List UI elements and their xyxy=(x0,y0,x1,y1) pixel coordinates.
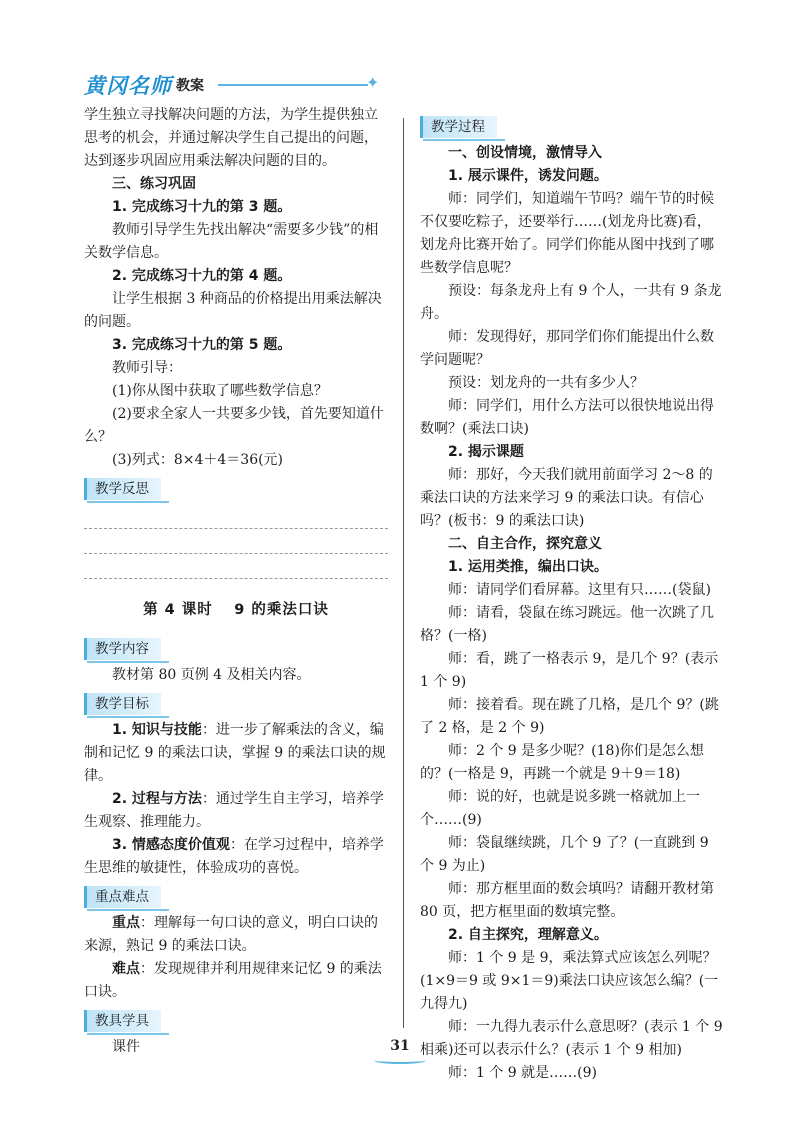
page-number-underline xyxy=(374,1057,426,1064)
paragraph: 师：2 个 9 是多少呢？(18)你们是怎么想的？(一格是 9，再跳一个就是 9＋9＝18) xyxy=(420,743,704,782)
paragraph: 师：1 个 9 就是……(9) xyxy=(448,1065,597,1081)
step-title: 2. 自主探究，理解意义。 xyxy=(448,927,608,943)
step-title: 1. 展示课件，诱发问题。 xyxy=(448,168,608,184)
paragraph: 师：那好，今天我们就用前面学习 2～8 的乘法口诀的方法来学习 9 的乘法口诀。有信心吗？(板书：9 的乘法口诀) xyxy=(420,467,713,529)
paragraph: 让学生根据 3 种商品的价格提出用乘法解决的问题。 xyxy=(84,291,382,330)
tag-reflection: 教学反思 xyxy=(84,478,161,500)
lesson-title: 第 4 课时 9 的乘法口诀 xyxy=(143,602,329,618)
page-number: 31 xyxy=(390,1038,410,1054)
paragraph: (2)要求全家人一共要多少钱，首先要知道什么？ xyxy=(84,406,384,445)
section-heading: 三、练习巩固 xyxy=(112,176,196,192)
left-column xyxy=(84,104,388,1059)
paragraph: 师：同学们，用什么方法可以很快地说出得数啊？(乘法口诀) xyxy=(420,398,714,437)
writing-line xyxy=(84,528,388,529)
paragraph: (3)列式：8×4＋4＝36(元) xyxy=(112,452,284,468)
difficulty-point: 难点：发现规律并利用规律来记忆 9 的乘法口诀。 xyxy=(84,961,382,1000)
right-column xyxy=(420,116,724,1085)
paragraph: 师：请同学们看屏幕。这里有只……(袋鼠) xyxy=(448,582,711,598)
paragraph: 学生独立寻找解决问题的方法，为学生提供独立思考的机会，并通过解决学生自己提出的问题，达到逐步巩固应用乘法解决问题的目的。 xyxy=(84,107,378,169)
paragraph: 预设：每条龙舟上有 9 个人，一共有 9 条龙舟。 xyxy=(420,283,722,322)
goal-item: 1. 知识与技能：进一步了解乘法的含义，编制和记忆 9 的乘法口诀，掌握 9 的乘法口诀的规律。 xyxy=(84,722,386,784)
paragraph: 师：说的好，也就是说多跳一格就加上一个……(9) xyxy=(420,789,700,828)
tag-key-points: 重点难点 xyxy=(84,886,161,908)
paragraph: 师：接着看。现在跳了几格，是几个 9？(跳了 2 格，是 2 个 9) xyxy=(420,697,719,736)
paragraph: 师：那方框里面的数会填吗？请翻开教材第 80 页，把方框里面的数填完整。 xyxy=(420,881,714,920)
sparkle-icon: ✦ xyxy=(366,73,380,92)
paragraph: 师：发现得好，那同学们你们能提出什么数学问题呢？ xyxy=(420,329,714,368)
key-point: 重点：理解每一句口诀的意义，明白口诀的来源，熟记 9 的乘法口诀。 xyxy=(84,915,378,954)
tag-tools: 教具学具 xyxy=(84,1010,161,1032)
paragraph: 教材第 80 页例 4 及相关内容。 xyxy=(112,667,311,683)
exercise-title: 2. 完成练习十九的第 4 题。 xyxy=(112,268,292,284)
paragraph: 师：一九得九表示什么意思呀？(表示 1 个 9 相乘)还可以表示什么？(表示 1 个 9 相加) xyxy=(420,1019,723,1058)
exercise-title: 1. 完成练习十九的第 3 题。 xyxy=(112,199,292,215)
paragraph: (1)你从图中获取了哪些数学信息？ xyxy=(112,383,328,399)
paragraph: 师：同学们，知道端午节吗？端午节的时候不仅要吃粽子，还要举行……(划龙舟比赛)看，划龙舟比赛开始了。同学们你能从图中找到了哪些数学信息呢？ xyxy=(420,191,714,276)
header-rule xyxy=(218,84,368,86)
tag-goals: 教学目标 xyxy=(84,693,161,715)
goal-item: 3. 情感态度价值观：在学习过程中，培养学生思维的敏捷性，体验成功的喜悦。 xyxy=(84,837,384,876)
tag-content: 教学内容 xyxy=(84,638,161,660)
goal-item: 2. 过程与方法：通过学生自主学习，培养学生观察、推理能力。 xyxy=(84,791,384,830)
step-title: 2. 揭示课题 xyxy=(448,444,524,460)
paragraph: 教师引导学生先找出解决“需要多少钱”的相关数学信息。 xyxy=(84,222,379,261)
writing-line xyxy=(84,578,388,579)
paragraph: 教师引导： xyxy=(112,360,182,376)
paragraph: 师：请看，袋鼠在练习跳远。他一次跳了几格？(一格) xyxy=(420,605,714,644)
brand-logo: 黄冈名师 xyxy=(84,74,172,98)
paragraph: 师：看，跳了一格表示 9，是几个 9？(表示 1 个 9) xyxy=(420,651,719,690)
step-title: 1. 运用类推，编出口诀。 xyxy=(448,559,608,575)
tag-process: 教学过程 xyxy=(420,116,497,138)
section-heading: 一、创设情境，激情导入 xyxy=(448,145,602,161)
column-divider xyxy=(403,118,404,1028)
writing-line xyxy=(84,553,388,554)
section-heading: 二、自主合作，探究意义 xyxy=(448,536,602,552)
page-header xyxy=(84,70,380,100)
paragraph: 师：1 个 9 是 9，乘法算式应该怎么列呢？(1×9＝9 或 9×1＝9)乘法口诀应该怎么编？(一九得九) xyxy=(420,950,719,1012)
paragraph: 师：袋鼠继续跳，几个 9 了？(一直跳到 9 个 9 为止) xyxy=(420,835,709,874)
exercise-title: 3. 完成练习十九的第 5 题。 xyxy=(112,337,292,353)
brand-subtitle: 教案 xyxy=(176,78,204,94)
paragraph: 课件 xyxy=(112,1039,140,1055)
paragraph: 预设：划龙舟的一共有多少人？ xyxy=(448,375,644,391)
